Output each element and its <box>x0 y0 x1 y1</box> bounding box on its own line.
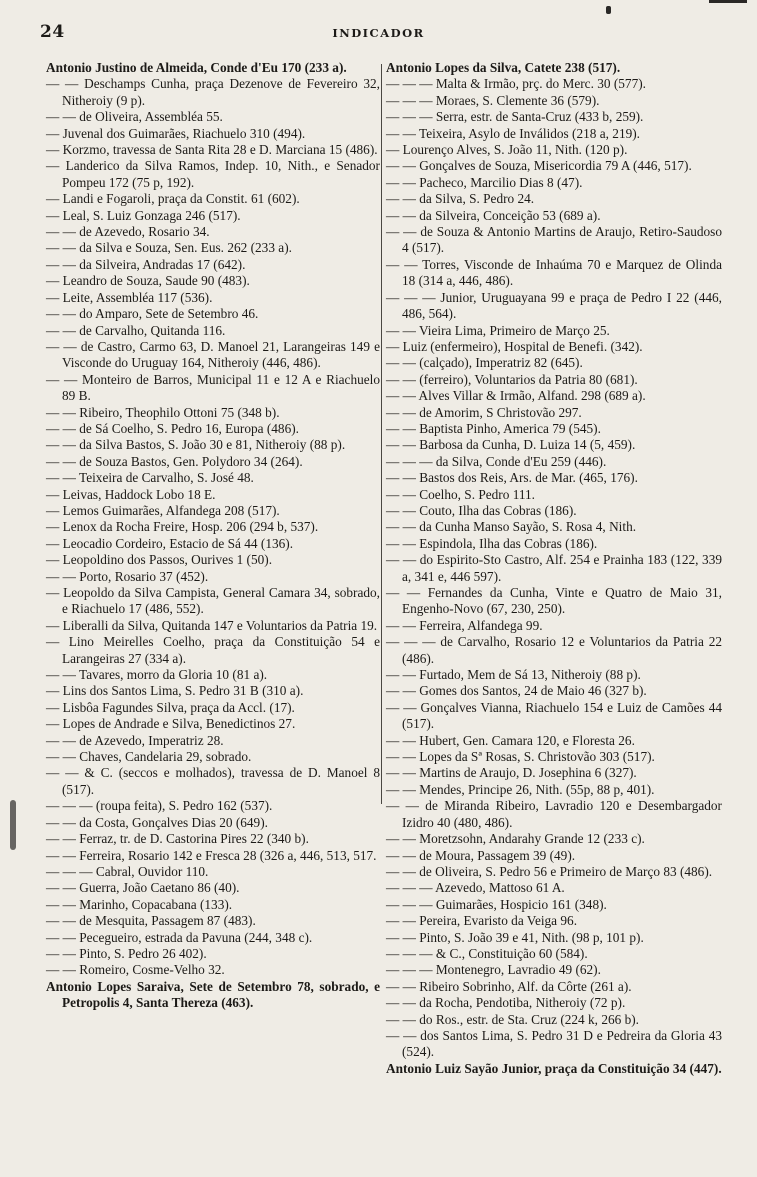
directory-entry: — — Teixeira de Carvalho, S. José 48. <box>46 470 254 486</box>
directory-entry: — — Couto, Ilha das Cobras (186). <box>386 502 577 518</box>
directory-entry: — — — Guimarães, Hospicio 161 (348). <box>386 896 607 912</box>
directory-entry: — — de Castro, Carmo 63, D. Manoel 21, Larangeiras 149 e Visconde do Uruguay 164, Nitheroiy (446, 486). <box>46 338 380 371</box>
ink-mark-top <box>709 0 747 3</box>
directory-entry: — — Monteiro de Barros, Municipal 11 e 12 A e Riachuelo 89 B. <box>46 371 380 404</box>
directory-entry: — — Romeiro, Cosme-Velho 32. <box>46 962 225 978</box>
directory-entry: — — Ferreira, Alfandega 99. <box>386 617 543 633</box>
directory-entry: Antonio Lopes da Silva, Catete 238 (517). <box>386 60 621 75</box>
directory-entry: — — de Souza & Antonio Martins de Araujo, Retiro-Saudoso 4 (517). <box>386 224 722 256</box>
directory-entry: Antonio Luiz Sayão Junior, praça da Constituição 34 (447). <box>386 1060 722 1076</box>
directory-entry: — — de Amorim, S Christovão 297. <box>386 404 582 420</box>
directory-entry: — Korzmo, travessa de Santa Rita 28 e D. Marciana 15 (486). <box>46 142 378 158</box>
directory-entry: — — da Silva, S. Pedro 24. <box>386 191 535 207</box>
directory-entry: — — Lopes da Sª Rosas, S. Christovão 303 (517). <box>386 749 655 765</box>
directory-entry: — — da Costa, Gonçalves Dias 20 (649). <box>46 814 268 830</box>
directory-entry: — — Espindola, Ilha das Cobras (186). <box>386 535 598 551</box>
ink-dot <box>606 6 611 14</box>
directory-entry: — — Coelho, S. Pedro 111. <box>386 486 535 502</box>
binding-mark <box>10 800 16 850</box>
directory-entry: — — Torres, Visconde de Inhaúma 70 e Marquez de Olinda 18 (314 a, 446, 486). <box>386 256 722 289</box>
directory-entry: — — da Silveira, Conceição 53 (689 a). <box>386 207 601 223</box>
directory-entry: — — de Azevedo, Imperatriz 28. <box>46 732 224 748</box>
directory-entry: — Liberalli da Silva, Quitanda 147 e Voluntarios da Patria 19. <box>46 617 378 633</box>
directory-entry: — — Pinto, S. Pedro 26 402). <box>46 945 207 961</box>
directory-entry: — Leopoldo da Silva Campista, General Camara 34, sobrado, e Riachuelo 17 (486, 552). <box>46 585 380 617</box>
directory-entry: — Landerico da Silva Ramos, Indep. 10, Nith., e Senador Pompeu 172 (75 p, 192). <box>46 158 380 190</box>
directory-entry: — — Ribeiro, Theophilo Ottoni 75 (348 b). <box>46 404 280 420</box>
directory-entry: — — do Ros., estr. de Sta. Cruz (224 k, 266 b). <box>386 1011 639 1027</box>
directory-entry: — — da Silva Bastos, S. João 30 e 81, Nitheroiy (88 p). <box>46 437 346 453</box>
directory-entry: — Leal, S. Luiz Gonzaga 246 (517). <box>46 207 241 223</box>
directory-entry: — — — Moraes, S. Clemente 36 (579). <box>386 92 600 108</box>
directory-entry: — — Porto, Rosario 37 (452). <box>46 568 209 584</box>
directory-entry: — — — (roupa feita), S. Pedro 162 (537). <box>46 798 273 814</box>
column-divider <box>381 64 382 804</box>
directory-entry: — — Hubert, Gen. Camara 120, e Floresta 26. <box>386 732 635 748</box>
directory-entry: — — Gonçalves de Souza, Misericordia 79 A (446, 517). <box>386 158 692 174</box>
directory-entry: — Leopoldino dos Passos, Ourives 1 (50). <box>46 552 273 568</box>
directory-entry: — — Ferraz, tr. de D. Castorina Pires 22 (340 b). <box>46 831 309 847</box>
directory-entry: — — — Cabral, Ouvidor 110. <box>46 863 209 879</box>
directory-entry: — — Baptista Pinho, America 79 (545). <box>386 420 601 436</box>
page-number: 24 <box>40 22 65 42</box>
directory-entry: — Leite, Assembléa 117 (536). <box>46 289 213 305</box>
directory-entry: — — — da Silva, Conde d'Eu 259 (446). <box>386 453 607 469</box>
directory-entry: — — (ferreiro), Voluntarios da Patria 80 (681). <box>386 371 638 387</box>
directory-entry: — — do Espirito-Sto Castro, Alf. 254 e Prainha 183 (122, 339 a, 341 e, 446 597). <box>386 552 722 584</box>
directory-entry: — — — & C., Constituição 60 (584). <box>386 945 588 961</box>
directory-entry: — — Marinho, Copacabana (133). <box>46 896 233 912</box>
directory-entry: — — Mendes, Principe 26, Nith. (55p, 88 p, 401). <box>386 781 655 797</box>
directory-entry: — — Alves Villar & Irmão, Alfand. 298 (689 a). <box>386 388 646 404</box>
directory-entry: — — de Miranda Ribeiro, Lavradio 120 e Desembargador Izidro 40 (480, 486). <box>386 798 722 830</box>
directory-entry: — — da Rocha, Pendotiba, Nitheroiy (72 p). <box>386 995 626 1011</box>
directory-entry: — — Ribeiro Sobrinho, Alf. da Côrte (261 a). <box>386 978 632 994</box>
directory-entry: — — da Cunha Manso Sayão, S. Rosa 4, Nith. <box>386 519 637 535</box>
directory-entry: — — Furtado, Mem de Sá 13, Nitheroiy (88 p). <box>386 667 641 683</box>
right-column <box>386 60 722 1077</box>
directory-entry: — — Martins de Araujo, D. Josephina 6 (327). <box>386 765 637 781</box>
directory-entry: — — de Oliveira, S. Pedro 56 e Primeiro de Março 83 (486). <box>386 863 713 879</box>
directory-entry: — Lino Meirelles Coelho, praça da Constituição 54 e Larangeiras 27 (334 a). <box>46 634 380 666</box>
directory-entry: — Leandro de Souza, Saude 90 (483). <box>46 273 250 289</box>
directory-entry: — — Pereira, Evaristo da Veiga 96. <box>386 913 578 929</box>
directory-entry: — — do Amparo, Sete de Setembro 46. <box>46 306 259 322</box>
left-column <box>46 60 380 1012</box>
directory-entry: — — — de Carvalho, Rosario 12 e Voluntarios da Patria 22 (486). <box>386 634 722 666</box>
directory-entry: — Leocadio Cordeiro, Estacio de Sá 44 (136). <box>46 535 294 551</box>
directory-entry: — — Teixeira, Asylo de Inválidos (218 a, 219). <box>386 125 641 141</box>
directory-entry: — — (calçado), Imperatriz 82 (645). <box>386 355 583 371</box>
directory-entry: — — dos Santos Lima, S. Pedro 31 D e Pedreira da Gloria 43 (524). <box>386 1027 722 1060</box>
directory-entry: — — Barbosa da Cunha, D. Luiza 14 (5, 459). <box>386 437 636 453</box>
directory-entry: — — de Sá Coelho, S. Pedro 16, Europa (486). <box>46 420 299 436</box>
directory-entry: — — Gomes dos Santos, 24 de Maio 46 (327 b). <box>386 683 647 699</box>
running-title: INDICADOR <box>332 26 425 40</box>
directory-entry: — — de Moura, Passagem 39 (49). <box>386 847 576 863</box>
directory-entry: — — Pinto, S. João 39 e 41, Nith. (98 p, 101 p). <box>386 929 644 945</box>
directory-entry: — — de Oliveira, Assembléa 55. <box>46 109 223 125</box>
directory-entry: — — Guerra, João Caetano 86 (40). <box>46 880 240 896</box>
directory-entry: — Lins dos Santos Lima, S. Pedro 31 B (310 a). <box>46 683 304 699</box>
directory-entry: — — Gonçalves Vianna, Riachuelo 154 e Luiz de Camões 44 (517). <box>386 699 722 732</box>
directory-entry: — Leivas, Haddock Lobo 18 E. <box>46 486 216 502</box>
directory-entry: — — Pacheco, Marcilio Dias 8 (47). <box>386 174 583 190</box>
directory-entry: — — de Mesquita, Passagem 87 (483). <box>46 913 256 929</box>
directory-entry: — — — Montenegro, Lavradio 49 (62). <box>386 962 601 978</box>
directory-entry: — — Moretzsohn, Andarahy Grande 12 (233 c). <box>386 831 645 847</box>
directory-entry: — Lenox da Rocha Freire, Hosp. 206 (294 b, 537). <box>46 519 319 535</box>
directory-entry: — — Ferreira, Rosario 142 e Fresca 28 (326 a, 446, 513, 517. <box>46 847 377 863</box>
directory-entry: — — — Serra, estr. de Santa-Cruz (433 b, 259). <box>386 109 644 125</box>
directory-entry: — — da Silva e Souza, Sen. Eus. 262 (233 a). <box>46 240 292 256</box>
directory-entry: — Juvenal dos Guimarães, Riachuelo 310 (494). <box>46 125 306 141</box>
directory-entry: — — & C. (seccos e molhados), travessa de D. Manoel 8 (517). <box>46 765 380 797</box>
directory-entry: — — — Junior, Uruguayana 99 e praça de Pedro I 22 (446, 486, 564). <box>386 289 722 322</box>
directory-entry: — — de Carvalho, Quitanda 116. <box>46 322 226 338</box>
directory-entry: — — Deschamps Cunha, praça Dezenove de Fevereiro 32, Nitheroiy (9 p). <box>46 76 380 108</box>
directory-entry: — — Chaves, Candelaria 29, sobrado. <box>46 749 252 765</box>
directory-entry: — Lisbôa Fagundes Silva, praça da Accl. (17). <box>46 699 295 715</box>
directory-entry: — Landi e Fogaroli, praça da Constit. 61 (602). <box>46 191 300 207</box>
directory-entry: — Lemos Guimarães, Alfandega 208 (517). <box>46 502 280 518</box>
directory-entry: — — — Azevedo, Mattoso 61 A. <box>386 880 565 896</box>
directory-entry: Antonio Lopes Saraiva, Sete de Setembro 78, sobrado, e Petropolis 4, Santa Thereza (463). <box>46 978 380 1011</box>
directory-entry: — — Tavares, morro da Gloria 10 (81 a). <box>46 667 268 683</box>
directory-entry: — Lourenço Alves, S. João 11, Nith. (120 p). <box>386 142 628 158</box>
directory-entry: — Luiz (enfermeiro), Hospital de Benefi. (342). <box>386 338 643 354</box>
directory-entry: — — Vieira Lima, Primeiro de Março 25. <box>386 322 610 338</box>
directory-entry: — — de Azevedo, Rosario 34. <box>46 224 210 240</box>
directory-entry: — — Fernandes da Cunha, Vinte e Quatro de Maio 31, Engenho-Novo (67, 230, 250). <box>386 585 722 617</box>
directory-entry: — — de Souza Bastos, Gen. Polydoro 34 (264). <box>46 453 303 469</box>
directory-entry: — — Pecegueiro, estrada da Pavuna (244, 348 c). <box>46 929 313 945</box>
directory-entry: — — Bastos dos Reis, Ars. de Mar. (465, 176). <box>386 470 638 486</box>
directory-entry: — — — Malta & Irmão, prç. do Merc. 30 (577). <box>386 76 646 92</box>
directory-entry: — — da Silveira, Andradas 17 (642). <box>46 256 246 272</box>
directory-entry: Antonio Justino de Almeida, Conde d'Eu 170 (233 a). <box>46 60 347 75</box>
directory-entry: — Lopes de Andrade e Silva, Benedictinos 27. <box>46 716 296 732</box>
